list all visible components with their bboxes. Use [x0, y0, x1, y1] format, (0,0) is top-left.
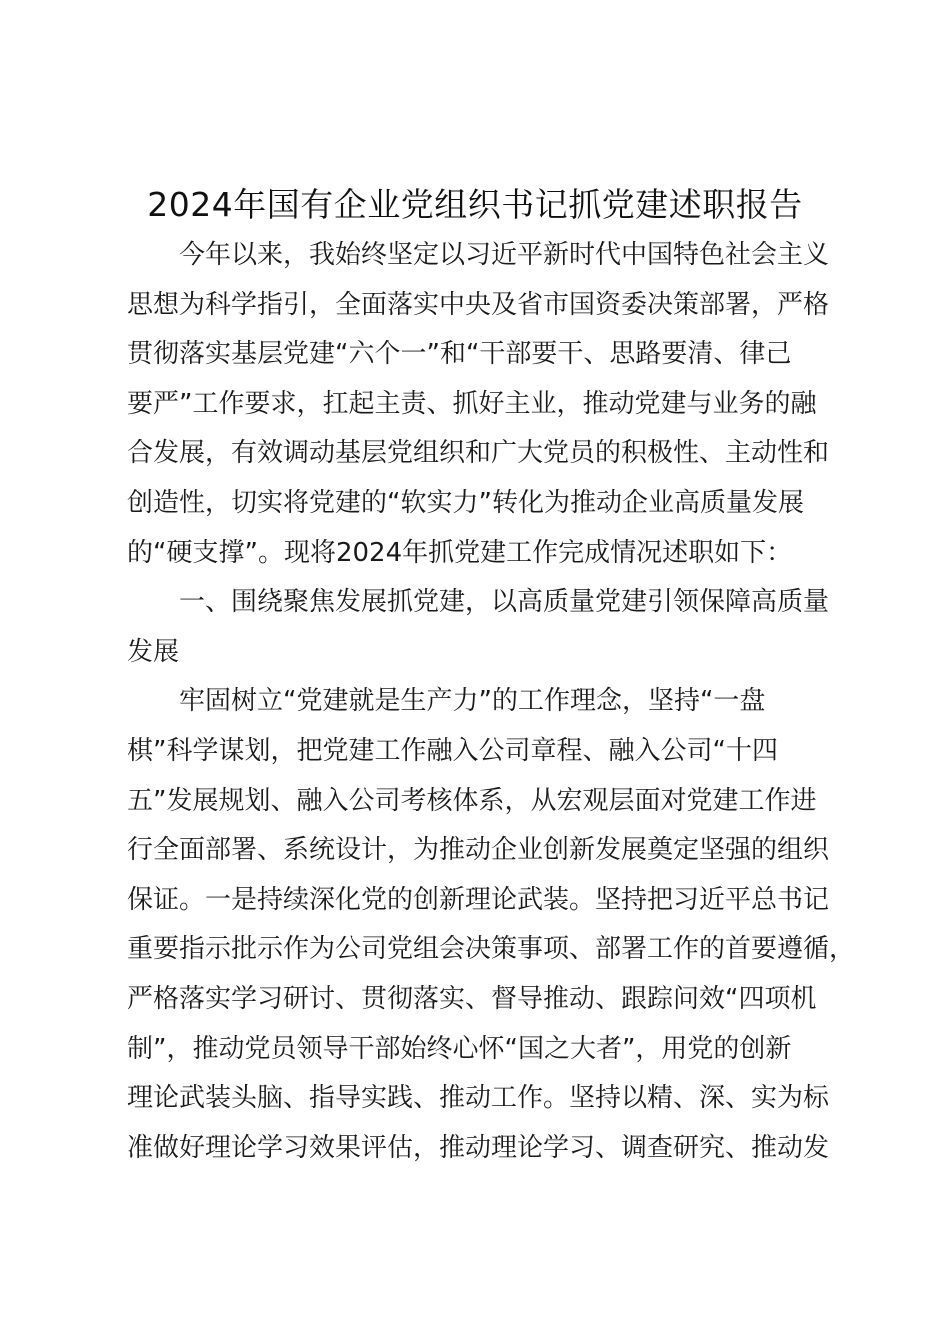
paragraph-line: 思想为科学指引，全面落实中央及省市国资委决策部署，严格 [127, 289, 830, 320]
paragraph-line: 制”，推动党员领导干部始终心怀“国之大者”，用党的创新 [127, 1033, 792, 1064]
paragraph-line: 严格落实学习研讨、贯彻落实、督导推动、跟踪问效“四项机 [127, 983, 817, 1014]
paragraph-line: 贯彻落实基层党建“六个一”和“干部要干、思路要清、律己 [127, 339, 792, 370]
paragraph-line: 合发展，有效调动基层党组织和广大党员的积极性、主动性和 [127, 438, 830, 469]
paragraph-line: 重要指示批示作为公司党组会决策事项、部署工作的首要遵循， [127, 934, 856, 965]
paragraph-line: 理论武装头脑、指导实践、推动工作。坚持以精、深、实为标 [127, 1083, 830, 1114]
paragraph-line: 创造性，切实将党建的“软实力”转化为推动企业高质量发展 [127, 487, 804, 518]
paragraph-line: 保证。一是持续深化党的创新理论武装。坚持把习近平总书记 [127, 884, 830, 915]
paragraph-line: 行全面部署、系统设计，为推动企业创新发展奠定坚强的组织 [127, 835, 830, 866]
paragraph-line: 棋”科学谋划，把党建工作融入公司章程、融入公司“十四 [127, 735, 778, 766]
paragraph-line: 准做好理论学习效果评估，推动理论学习、调查研究、推动发 [127, 1132, 830, 1163]
section-heading-line: 一、围绕聚焦发展抓党建，以高质量党建引领保障高质量 [179, 587, 830, 618]
paragraph-line: 牢固树立“党建就是生产力”的工作理念，坚持“一盘 [179, 686, 766, 717]
document-title: 2024年国有企业党组织书记抓党建述职报告 [147, 185, 803, 224]
paragraph-line: 今年以来，我始终坚定以习近平新时代中国特色社会主义 [179, 240, 830, 270]
paragraph-line: 五”发展规划、融入公司考核体系，从宏观层面对党建工作进 [127, 785, 817, 816]
section-heading-line: 发展 [127, 636, 180, 667]
document-body [127, 231, 867, 1173]
paragraph-line: 的“硬支撑”。现将2024年抓党建工作完成情况述职如下： [127, 537, 793, 568]
paragraph-line: 要严”工作要求，扛起主责、抓好主业，推动党建与业务的融 [127, 388, 817, 419]
